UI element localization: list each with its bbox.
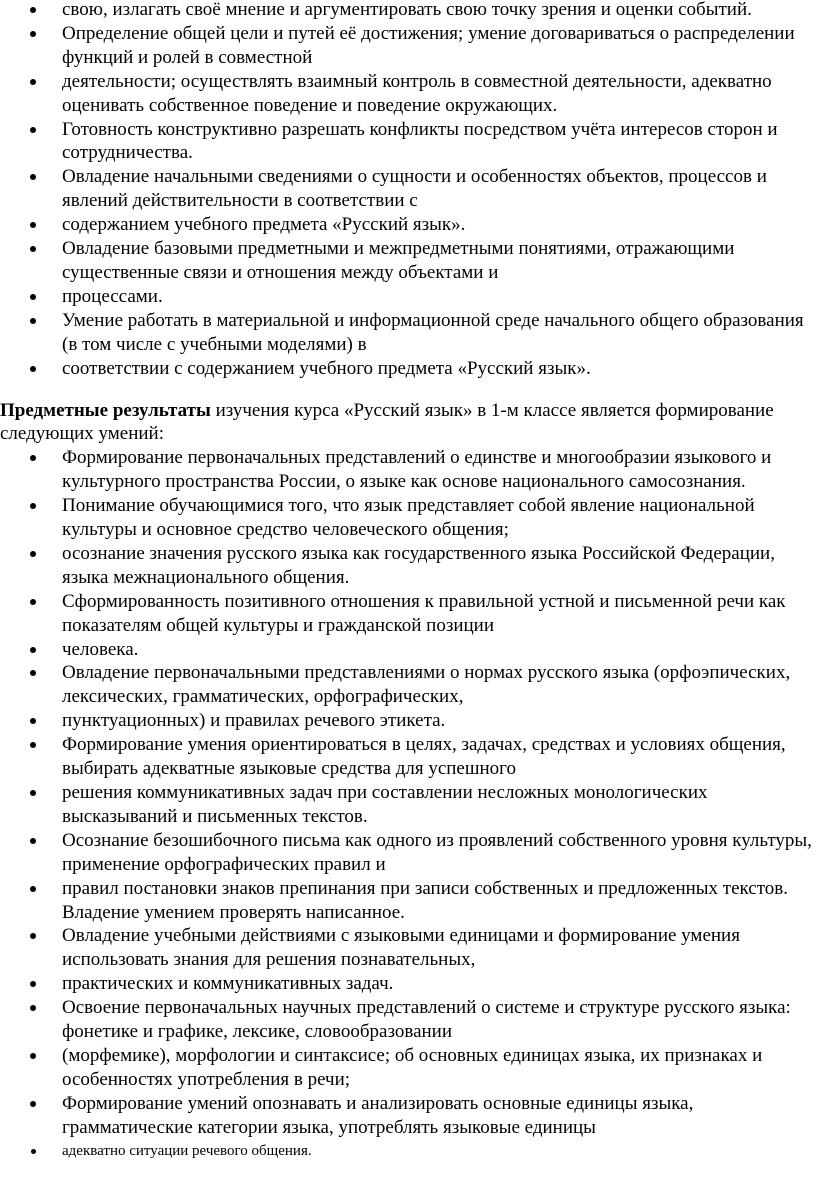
subject-results-paragraph <box>0 399 816 447</box>
bullet-icon <box>30 246 36 252</box>
list-item: Формирование первоначальных представлений о единстве и многообразии языкового и культурного пространства России, о языке как основе национального самосознания. <box>0 446 816 494</box>
bullet-icon <box>30 31 36 37</box>
list-item: человека. <box>0 638 816 662</box>
list-item: правил постановки знаков препинания при записи собственных и предложенных текстов. Владение умением проверять написанное. <box>0 877 816 925</box>
list-item: свою, излагать своё мнение и аргументировать свою точку зрения и оценки событий. <box>0 0 816 22</box>
bullet-icon <box>30 886 36 892</box>
bullet-list-metasubject <box>0 0 816 381</box>
list-item: Овладение базовыми предметными и межпредметными понятиями, отражающими существенные связи и отношения между объектами и <box>0 237 816 285</box>
bullet-icon <box>30 318 36 324</box>
bullet-list-subject <box>0 446 816 1161</box>
bullet-icon <box>30 455 36 461</box>
subject-results-intro: изучения курса «Русский язык» в 1-м классе является формирование следующих умений: <box>0 399 774 445</box>
bullet-icon <box>30 1053 36 1059</box>
bullet-icon <box>30 294 36 300</box>
bullet-icon <box>31 1149 36 1154</box>
bullet-icon <box>30 981 36 987</box>
list-item: Осознание безошибочного письма как одного из проявлений собственного уровня культуры, применение орфографических правил и <box>0 829 816 877</box>
list-item: Формирование умений опознавать и анализировать основные единицы языка, грамматические категории языка, употреблять языковые единицы <box>0 1092 816 1140</box>
list-item: Понимание обучающимися того, что язык представляет собой явление национальной культуры и основное средство человеческого общения; <box>0 494 816 542</box>
bullet-icon <box>30 127 36 133</box>
list-item: адекватно ситуации речевого общения. <box>0 1140 816 1162</box>
bullet-icon <box>30 503 36 509</box>
bullet-icon <box>30 551 36 557</box>
bullet-icon <box>30 670 36 676</box>
bullet-icon <box>30 222 36 228</box>
list-item: Готовность конструктивно разрешать конфликты посредством учёта интересов сторон и сотрудничества. <box>0 118 816 166</box>
bullet-icon <box>30 933 36 939</box>
bullet-icon <box>30 647 36 653</box>
list-item: Определение общей цели и путей её достижения; умение договариваться о распределении функций и ролей в совместной <box>0 22 816 70</box>
bullet-icon <box>30 790 36 796</box>
list-item: осознание значения русского языка как государственного языка Российской Федерации, языка межнационального общения. <box>0 542 816 590</box>
bullet-icon <box>30 174 36 180</box>
list-item: пунктуационных) и правилах речевого этикета. <box>0 709 816 733</box>
list-item: Сформированность позитивного отношения к правильной устной и письменной речи как показателям общей культуры и гражданской позиции <box>0 590 816 638</box>
list-item: Овладение первоначальными представлениями о нормах русского языка (орфоэпических, лексических, грамматических, орфографических, <box>0 661 816 709</box>
list-item: Овладение учебными действиями с языковыми единицами и формирование умения использовать знания для решения познавательных, <box>0 924 816 972</box>
bullet-icon <box>30 1101 36 1107</box>
list-item: процессами. <box>0 285 816 309</box>
list-item: Формирование умения ориентироваться в целях, задачах, средствах и условиях общения, выбирать адекватные языковые средства для успешного <box>0 733 816 781</box>
list-item: соответствии с содержанием учебного предмета «Русский язык». <box>0 357 816 381</box>
list-item: Овладение начальными сведениями о сущности и особенностях объектов, процессов и явлений действительности в соответствии с <box>0 165 816 213</box>
bullet-icon <box>30 1005 36 1011</box>
bullet-icon <box>30 366 36 372</box>
bullet-icon <box>30 7 36 13</box>
list-item: Умение работать в материальной и информационной среде начального общего образования (в том числе с учебными моделями) в <box>0 309 816 357</box>
subject-results-heading: Предметные результаты <box>0 399 211 421</box>
bullet-icon <box>30 79 36 85</box>
bullet-icon <box>30 718 36 724</box>
list-item: решения коммуникативных задач при составлении несложных монологических высказываний и письменных текстов. <box>0 781 816 829</box>
bullet-icon <box>30 838 36 844</box>
list-item: Освоение первоначальных научных представлений о системе и структуре русского языка: фонетике и графике, лексике, словообразовании <box>0 996 816 1044</box>
list-item: деятельности; осуществлять взаимный контроль в совместной деятельности, адекватно оценивать собственное поведение и поведение окружающих. <box>0 70 816 118</box>
list-item: содержанием учебного предмета «Русский язык». <box>0 213 816 237</box>
list-item: практических и коммуникативных задач. <box>0 972 816 996</box>
bullet-icon <box>30 742 36 748</box>
list-item: (морфемике), морфологии и синтаксисе; об основных единицах языка, их признаках и особенностях употребления в речи; <box>0 1044 816 1092</box>
bullet-icon <box>30 599 36 605</box>
